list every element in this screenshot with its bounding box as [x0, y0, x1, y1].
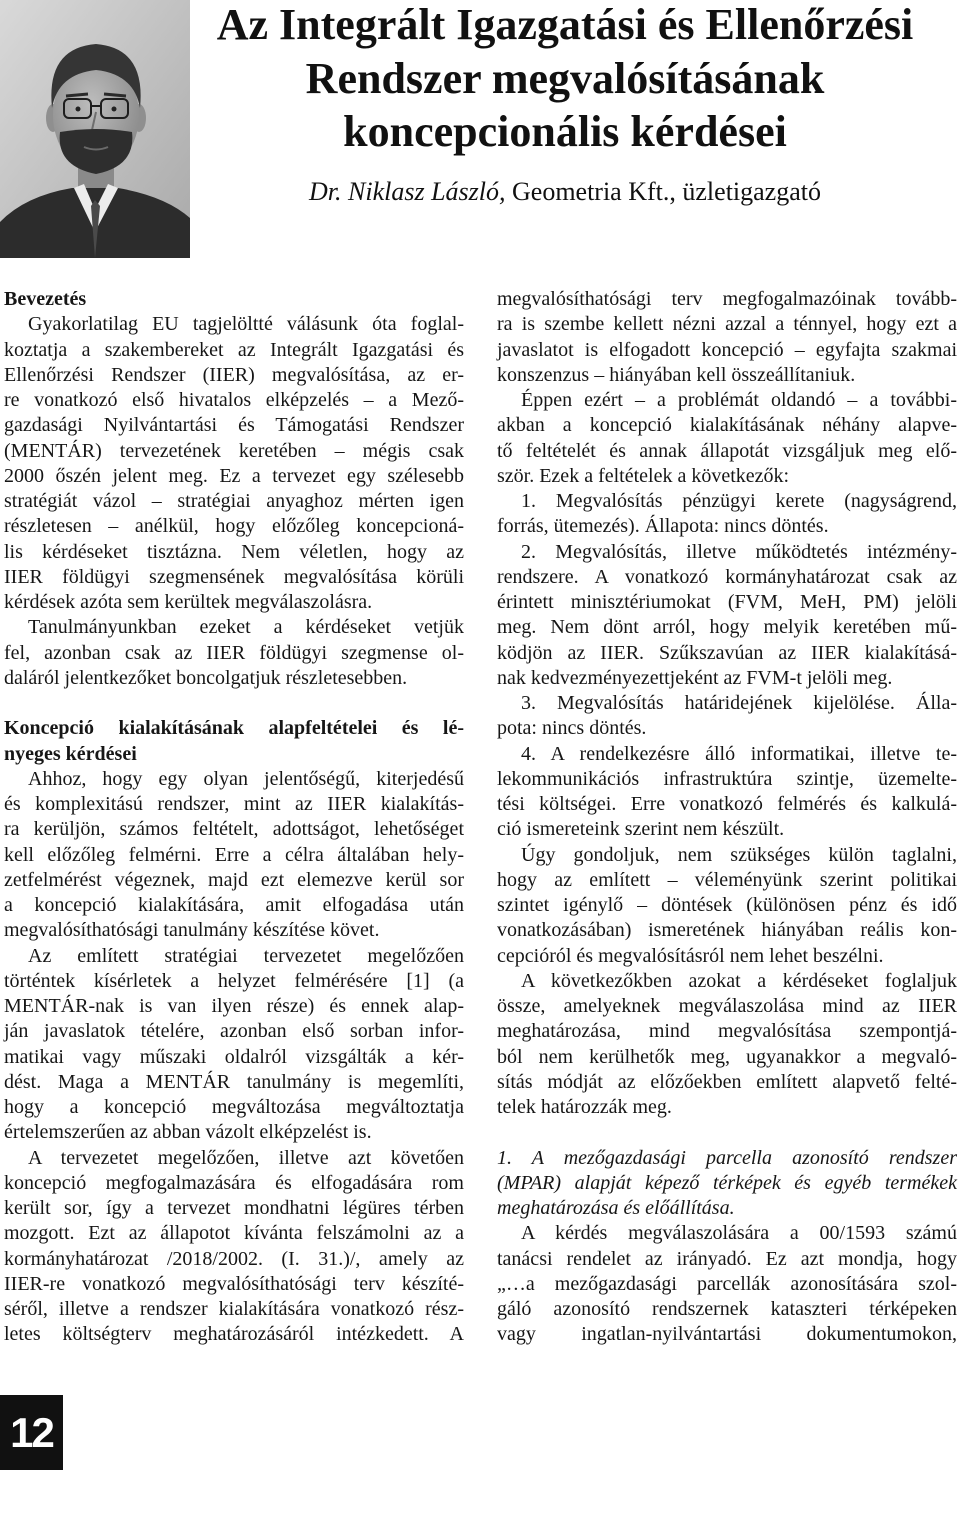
- text-line: tő feltételét és annak állapotát vizsgáljuk meg elő-: [497, 439, 957, 462]
- text-line: és komplexitású rendszer, mint az IIER kialakítás-: [4, 793, 464, 815]
- text-line: IIER-re vonatkozó megvalósíthatósági terv készíté-: [4, 1272, 464, 1295]
- text-line: „…a mezőgazdasági parcellák azonosítására szol-: [497, 1272, 957, 1295]
- text-line: re vonatkozó első hivatalos elképzelés – a Mező-: [4, 389, 464, 411]
- text-line: 3. Megvalósítás határidejének kijelölése. Álla-: [521, 692, 957, 714]
- text-line: konszenzus – hiányában kell összeállítaniuk.: [497, 363, 856, 386]
- text-line: akban a koncepció kialakításának néhány alapve-: [497, 414, 957, 437]
- text-line: séről, illetve a rendszer kialakítására vonatkozó rész-: [4, 1298, 464, 1320]
- text-line: Tanulmányunkban ezeket a kérdéseket vetjük: [28, 616, 464, 639]
- text-line: kell előzőleg felmérni. Erre a célra általában hely-: [4, 843, 464, 866]
- text-line: Az említett stratégiai tervezetet megelőzően: [28, 944, 464, 967]
- text-line: vonatkozásában) ismeretének hiányában reális kon-: [497, 919, 957, 942]
- heading-line: (MPAR) alapját képező térképek és egyéb termékek: [497, 1171, 957, 1194]
- text-line: koztatja a szakembereket az Integrált Igazgatási és: [4, 338, 464, 361]
- article-title: [195, 0, 935, 159]
- text-line: Úgy gondoljuk, nem szükséges külön taglalni,: [521, 843, 957, 866]
- right-eye: [112, 107, 117, 112]
- text-line: megvalósíthatósági tanulmány készítése követ.: [4, 919, 380, 942]
- text-line: kormányhatározat /2018/2002. (I. 31.)/, amely az: [4, 1247, 464, 1270]
- heading-line: nyeges kérdései: [4, 742, 137, 765]
- text-line: A kérdés megválaszolására a 00/1593 számú: [521, 1222, 957, 1245]
- text-line: telek határozzák meg.: [497, 1096, 672, 1118]
- text-line: ra kerüljön, számos feltételt, adottságot, lehetőséget: [4, 818, 464, 841]
- byline: [195, 176, 935, 208]
- text-line: 1. Megvalósítás pénzügyi kerete (nagyságrend,: [521, 490, 957, 512]
- left-column: [4, 287, 464, 1348]
- heading-line: 1. A mezőgazdasági parcella azonosító rendszer: [497, 1146, 957, 1169]
- text-line: 4. A rendelkezésre álló informatikai, illetve te-: [521, 742, 957, 765]
- text-line: 2000 őszén jelent meg. Ez a tervezet egy szélesebb: [4, 464, 464, 487]
- text-line: ból nem kerülhetők meg, ugyanakkor a megvaló-: [497, 1045, 957, 1068]
- text-line: Gyakorlatilag EU tagjelöltté válásunk óta foglal-: [28, 313, 464, 336]
- text-line: matikai vagy műszaki oldalról vizsgálták a kér-: [4, 1045, 464, 1068]
- section-heading: [4, 287, 464, 312]
- paragraph: [497, 388, 957, 489]
- paragraph: [4, 1146, 464, 1348]
- text-line: A tervezetet megelőzően, illetve azt követően: [28, 1146, 464, 1169]
- text-line: részletesen – anélkül, hogy előzőleg koncepcioná-: [4, 515, 464, 538]
- text-line: ján javaslatok tételére, azonban első sorban infor-: [4, 1020, 464, 1043]
- text-line: daláról jelentkezőket boncolgatjuk részletesebben.: [4, 666, 408, 689]
- text-line: Ahhoz, hogy egy olyan jelentőségű, kiterjedésű: [28, 767, 464, 790]
- paragraph: [497, 287, 957, 388]
- text-line: vagy ingatlan-nyilvántartási dokumentumokon,: [497, 1323, 957, 1346]
- paragraph: [497, 1221, 957, 1347]
- text-line: letes költségterv meghatározásáról intézkedett. A: [4, 1323, 464, 1346]
- heading-line: Koncepció kialakításának alapfeltételei és lé-: [4, 717, 464, 740]
- paragraph: [4, 944, 464, 1146]
- text-line: értelemszerűen az abban vázolt elképzelést is.: [4, 1121, 372, 1144]
- text-line: Ellenőrzési Rendszer (IIER) megvalósítása, az er-: [4, 363, 464, 386]
- text-line: rendszere. A vonatkozó kormányhatározat csak az: [497, 565, 957, 588]
- text-line: stratégiát vázol – stratégiai anyaghoz mérten igen: [4, 490, 464, 512]
- paragraph: [497, 540, 957, 692]
- text-line: fel, azonban csak az IIER földügyi szegmense ol-: [4, 641, 464, 664]
- text-line: A következőkben azokat a kérdéseket foglaljuk: [521, 969, 957, 992]
- heading-line: meghatározása és előállítása.: [497, 1197, 735, 1219]
- author-photo-image: [0, 0, 190, 258]
- title-line: Az Integrált Igazgatási és Ellenőrzési: [216, 0, 914, 49]
- text-line: forrás, ütemezés). Állapota: nincs döntés.: [497, 515, 829, 538]
- section-heading: [4, 716, 464, 767]
- text-line: ra is szembe kellett nézni azzal a ténnyel, hogy ezt a: [497, 313, 957, 336]
- paragraph: [497, 691, 957, 742]
- text-line: mozgott. Ezt az állapotot kívánta felszámolni az a: [4, 1222, 464, 1245]
- text-line: sítás módját az előzőekben említett alapvető felté-: [497, 1070, 957, 1093]
- subsection-heading: [497, 1146, 957, 1222]
- title-line: Rendszer megvalósításának: [305, 53, 825, 103]
- text-line: koncepció megfogalmazására és elfogadására rom: [4, 1171, 464, 1194]
- text-line: meg. Nem dönt arról, hogy melyik keretében mű-: [497, 616, 957, 639]
- text-line: ször. Ezek a feltételek a következők:: [497, 464, 790, 487]
- text-line: 2. Megvalósítás, illetve működtetés intézmény-: [521, 540, 957, 563]
- text-line: zetfelmérést végeznek, majd ezt elemezve kerül sor: [4, 868, 464, 891]
- heading-line: Bevezetés: [4, 288, 87, 310]
- paragraph: [4, 312, 464, 615]
- text-line: dést. Maga a MENTÁR tanulmány is megemlíti,: [4, 1070, 464, 1093]
- text-line: meghatározása, mind megvalósítása szempontjá-: [497, 1020, 957, 1043]
- text-line: tanácsi rendelet az irányadó. Ez azt mondja, hogy: [497, 1247, 957, 1270]
- right-column: [497, 287, 957, 1348]
- text-line: gazdasági Nyilvántartási és Támogatási Rendszer: [4, 414, 464, 437]
- paragraph: [4, 767, 464, 944]
- text-line: nak kedvezményezettjeként az FVM-t jelöli meg.: [497, 666, 893, 689]
- paragraph: [497, 843, 957, 969]
- paragraph: [497, 969, 957, 1121]
- author-affiliation: Geometria Kft., üzletigazgató: [512, 177, 821, 206]
- text-line: hogy az említett – véleményünk szerint politikai: [497, 868, 957, 891]
- text-line: javaslatot is elfogadott koncepció – egyfajta szakmai: [497, 338, 957, 361]
- text-line: hogy a koncepció megváltozása megváltoztatja: [4, 1096, 464, 1118]
- text-line: került sor, így a tervezet mondhatni légüres térben: [4, 1197, 464, 1219]
- text-line: pota: nincs döntés.: [497, 717, 647, 740]
- title-line: koncepcionális kérdései: [343, 107, 787, 156]
- text-line: össze, amelyeknek megválaszolása mind az IIER: [497, 995, 957, 1017]
- text-line: gáló azonosító rendszernek kataszteri térképeken: [497, 1298, 957, 1320]
- paragraph: [497, 742, 957, 843]
- text-line: a koncepció kialakítására, amit elfogadása után: [4, 894, 464, 916]
- text-line: tési költségei. Erre vonatkozó felmérés és kalkulá-: [497, 793, 957, 815]
- text-line: Éppen ezért – a problémát oldandó – a további-: [521, 389, 957, 411]
- text-line: cepcióról és megvalósításról nem lehet beszélni.: [497, 944, 884, 967]
- author-name: Dr. Niklasz László,: [309, 177, 506, 206]
- text-line: történtek kísérletek a helyzet felmérésére [1] (a: [4, 969, 464, 992]
- text-line: szintet igénylő – döntések (különösen pénz és idő: [497, 894, 957, 916]
- paragraph: [497, 489, 957, 540]
- text-line: (MENTÁR) tervezetének keretében – mégis csak: [4, 439, 464, 462]
- text-line: MENTÁR-nak is van ilyen része) és ennek alap-: [4, 995, 464, 1017]
- author-photo: [0, 0, 190, 258]
- text-line: lis kérdéseket tisztázna. Nem véletlen, hogy az: [4, 540, 464, 563]
- text-line: érintett minisztériumokat (FVM, MeH, PM) jelöli: [497, 591, 957, 613]
- text-line: megvalósíthatósági terv megfogalmazóinak tovább-: [497, 288, 957, 310]
- text-line: IIER földügyi szegmensének megvalósítása körüli: [4, 565, 464, 588]
- text-line: kérdések azóta sem kerültek megválaszolásra.: [4, 591, 373, 613]
- text-line: ködjön az IIER. Szűkszavúan az IIER kialakításá-: [497, 641, 957, 664]
- text-line: ció ismereteink szerint nem készült.: [497, 818, 785, 841]
- left-eye: [76, 107, 81, 112]
- page-number: 12: [0, 1395, 63, 1470]
- text-line: lekommunikációs infrastruktúra szintje, üzemelte-: [497, 767, 957, 790]
- paragraph: [4, 615, 464, 691]
